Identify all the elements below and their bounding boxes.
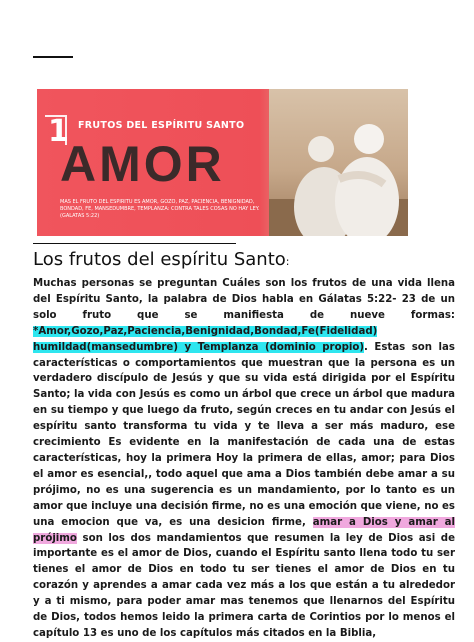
banner-small-title: FRUTOS DEL ESPÍRITU SANTO [78, 120, 245, 131]
body-end: son los dos mandamientos que resumen la ley de Dios asi de importante es el amor de Dios, cuando el Espíritu santo llena todo tu ser tienes el amor de Dios en todo tu ser tienes el amor de Dios en tu corazón y aprendes a amar cada vez más a los que están a tu alrededor y a ti mismo, para poder amar mas tenemos que llenarnos del Espíritu de Dios, todos hemos leido la primera carta de Corintios por lo menos el capítulo 13 es uno de los capítulos más citados en la Biblia, [33, 532, 455, 639]
amor-banner-image [37, 89, 408, 236]
body-middle: . Estas son las características o comportamientos que muestran que la persona es un verdadero discípulo de Jesús y que su vida está dirigida por el Espíritu Santo; la vida con Jesús es como un árbol que crece un árbol que madura en su tiempo y que luego da fruto, según creces en tu andar con Jesús el espíritu santo transforma tu vida y te lleva a ser más maduro, ese crecimiento Es evidente en la manifestación de cada una de estas características, hoy la primera Hoy la primera de ellas, amor; para Dios el amor es esencial,, todo aquel que ama a Dios también debe amar a su prójimo, no es una sugerencia es un mandamiento, por lo tanto es un amor que incluye una decisión firme, no es una emoción que viene, no es una emocion que va, es una desicion firme, [33, 341, 455, 528]
page-title [33, 249, 289, 270]
top-rule [33, 56, 73, 58]
fruits-list-highlight: *Amor,Gozo,Paz,Paciencia,Benignidad,Bondad,Fe(Fidelidad) humildad(mansedumbre) y Templanza (dominio propio) [33, 325, 378, 353]
page-title-suffix: : [285, 255, 290, 268]
commandment-highlight: amar a Dios y amar al prójimo [33, 516, 456, 544]
banner-big-title: AMOR [60, 136, 225, 192]
banner-caption: MAS EL FRUTO DEL ESPIRITU ES AMOR, GOZO, PAZ, PACIENCIA, BENIGNIDAD, BONDAD, FE, MANSEDUMBRE, TEMPLANZA: CONTRA TALES COSAS NO HAY LEY. (GALATAS 5:22) [60, 199, 260, 219]
elderly-couple-photo [269, 89, 408, 236]
banner-number: 1 [48, 114, 69, 149]
body-intro: Muchas personas se preguntan Cuáles son los frutos de una vida llena del Espíritu Santo, la palabra de Dios habla en Gálatas 5:22- 23 de un solo fruto que se manifiesta de nueve formas: [33, 278, 455, 321]
couple-illustration [269, 89, 408, 236]
heading-rule [33, 243, 236, 244]
page-title-text: Los frutos del espíritu Santo [33, 249, 286, 270]
body-paragraph [33, 276, 455, 642]
